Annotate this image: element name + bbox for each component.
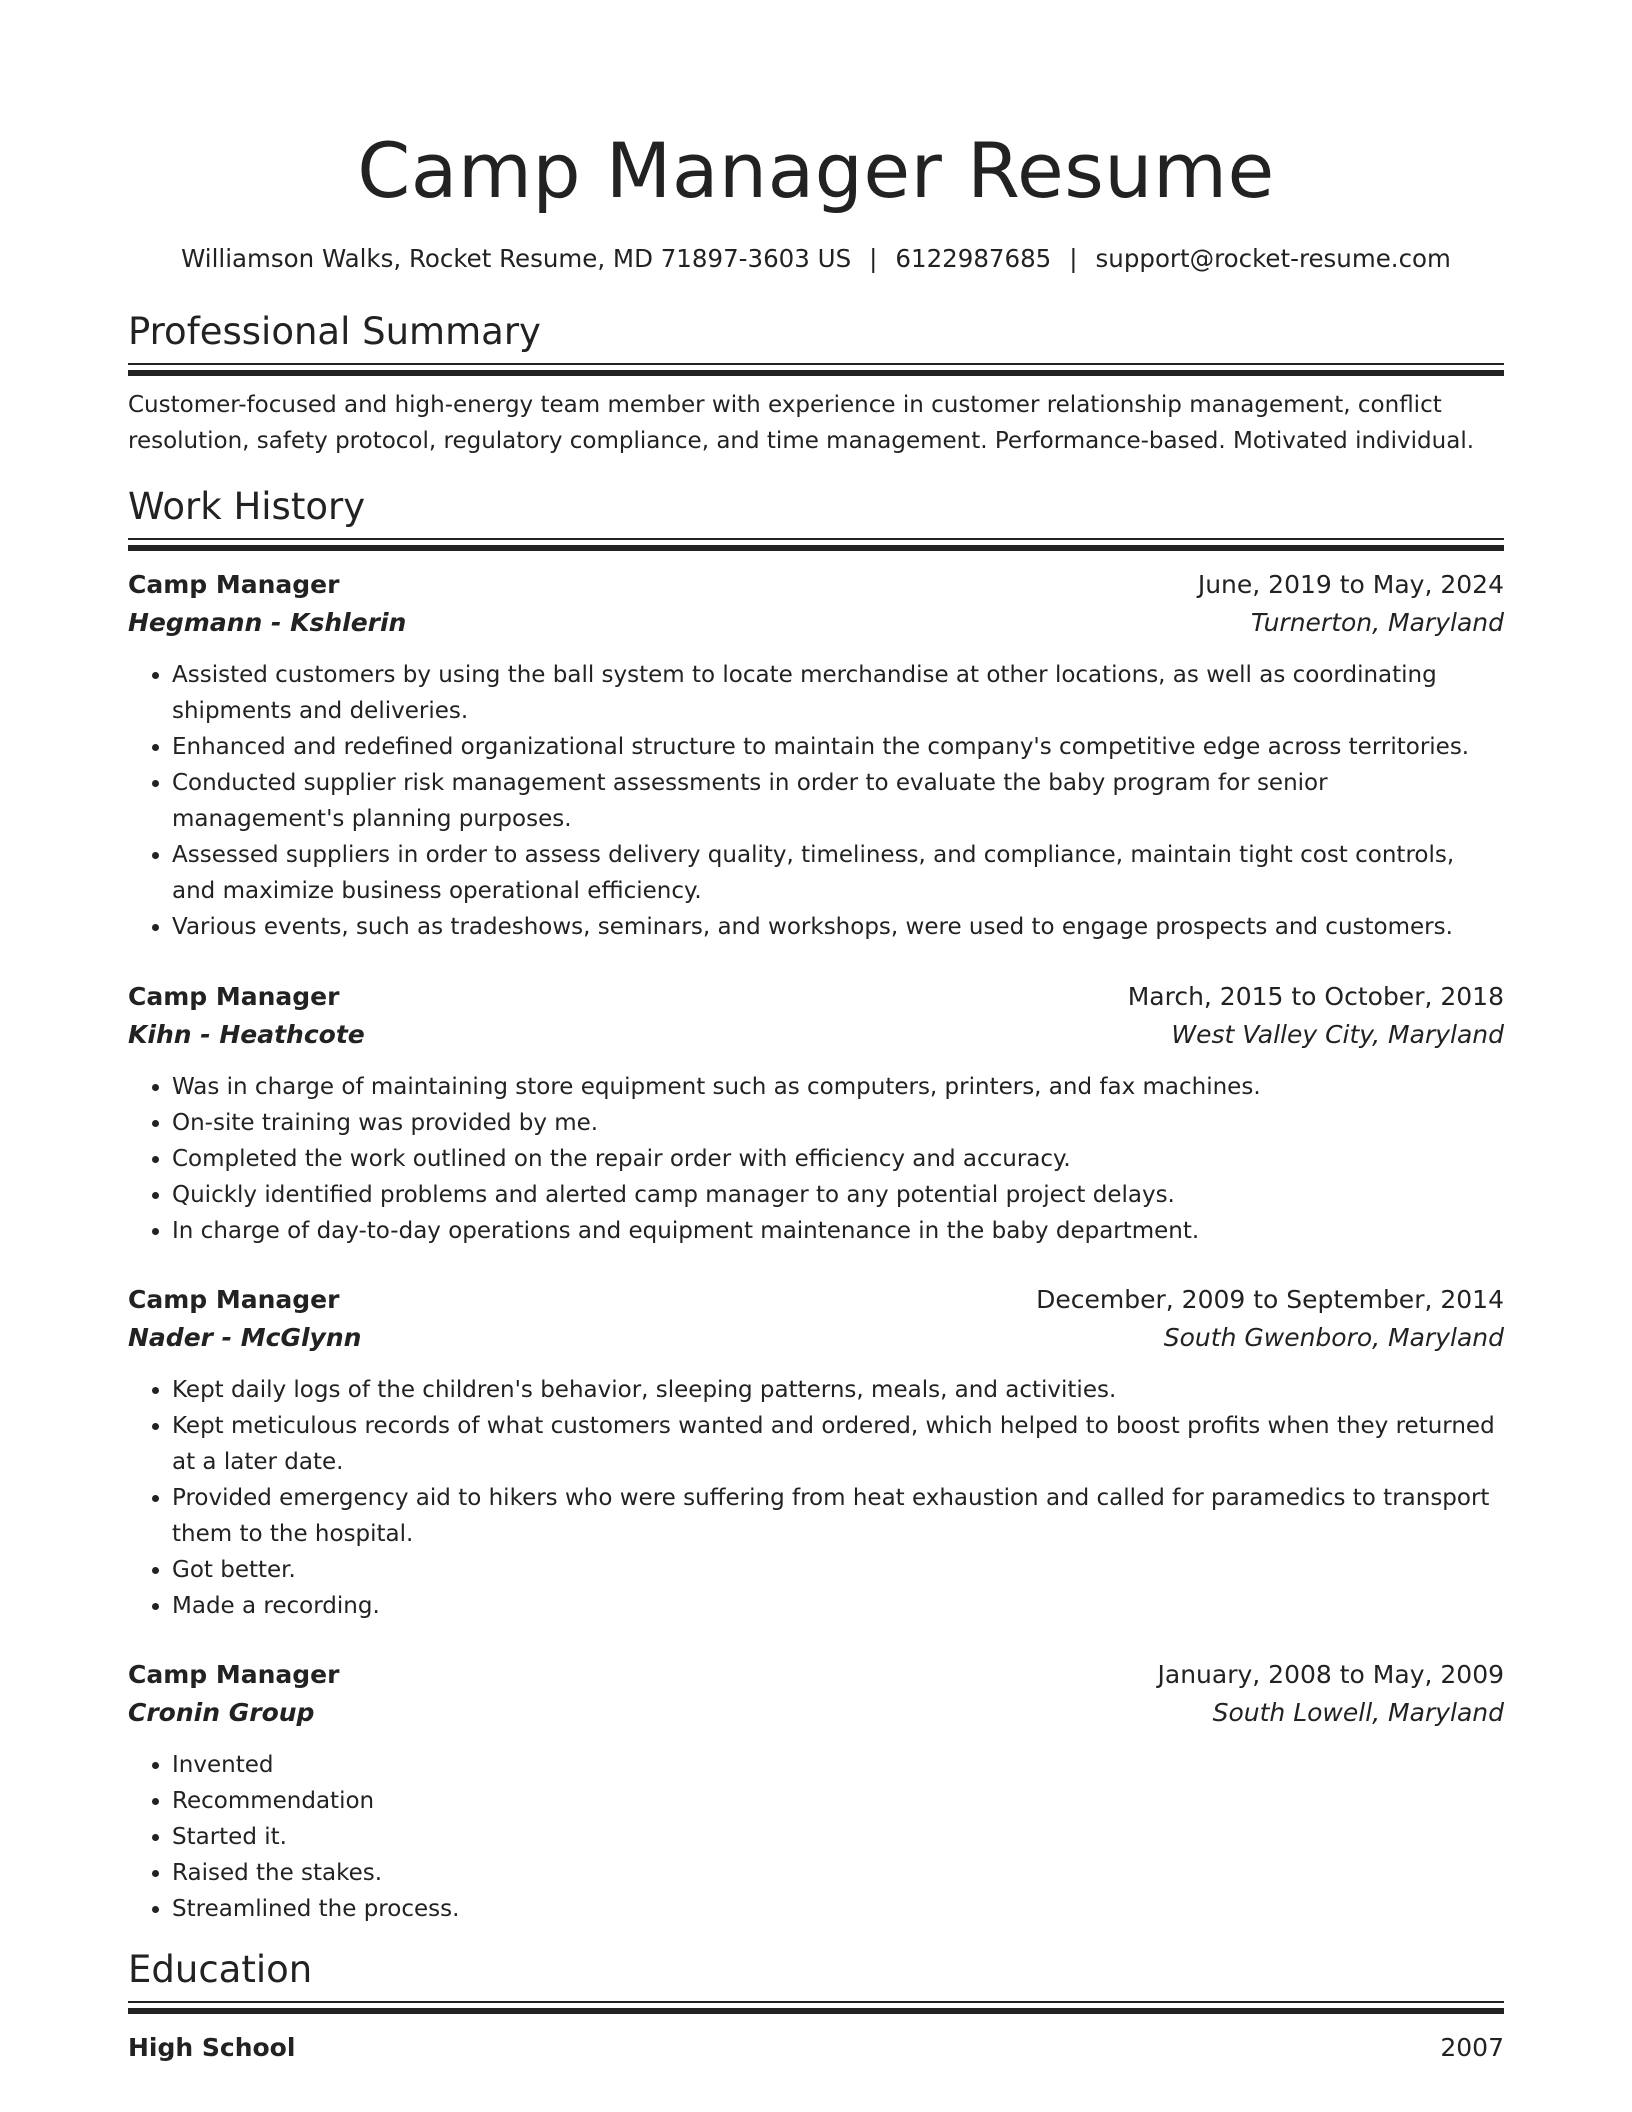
education-entry <box>128 2029 1504 2067</box>
job-dates: March, 2015 to October, 2018 <box>1127 982 1504 1011</box>
work-history-heading: Work History <box>128 485 366 528</box>
work-history-section <box>128 484 1504 1927</box>
job-title: Camp Manager <box>128 982 340 1011</box>
contact-separator: | <box>869 244 878 273</box>
contact-address: Williamson Walks, Rocket Resume, MD 71897-3603 US <box>181 244 852 273</box>
job-dates: January, 2008 to May, 2009 <box>1157 1660 1504 1689</box>
education-year: 2007 <box>1440 2033 1504 2062</box>
list-item: • Assisted customers by using the ball system to locate merchandise at other locations, as well as coordinating shipments and deliveries. <box>172 657 1504 729</box>
list-item: • Quickly identified problems and alerted camp manager to any potential project delays. <box>172 1177 1504 1213</box>
list-item: • Provided emergency aid to hikers who were suffering from heat exhaustion and called for paramedics to transport them to the hospital. <box>172 1480 1504 1552</box>
education-section <box>128 1947 1504 2067</box>
job-bullets <box>128 1747 1504 1927</box>
job-dates: June, 2019 to May, 2024 <box>1197 570 1504 599</box>
list-item: • Invented <box>172 1747 1504 1783</box>
job-entry <box>128 566 1504 945</box>
contact-line <box>128 242 1504 276</box>
list-item: • Kept daily logs of the children's behavior, sleeping patterns, meals, and activities. <box>172 1372 1504 1408</box>
list-item: • Kept meticulous records of what customers wanted and ordered, which helped to boost profits when they returned at a later date. <box>172 1408 1504 1480</box>
list-item: • Was in charge of maintaining store equipment such as computers, printers, and fax machines. <box>172 1069 1504 1105</box>
section-divider <box>128 363 1504 376</box>
job-dates: December, 2009 to September, 2014 <box>1036 1285 1504 1314</box>
job-company: Cronin Group <box>128 1698 315 1727</box>
job-bullets <box>128 1372 1504 1624</box>
list-item: • Got better. <box>172 1552 1504 1588</box>
section-divider <box>128 538 1504 551</box>
job-title: Camp Manager <box>128 1660 340 1689</box>
summary-heading: Professional Summary <box>128 310 541 353</box>
page-title: Camp Manager Resume <box>357 126 1275 215</box>
job-location: South Lowell, Maryland <box>1212 1698 1504 1727</box>
section-divider <box>128 2001 1504 2014</box>
job-location: South Gwenboro, Maryland <box>1163 1323 1504 1352</box>
list-item: • Streamlined the process. <box>172 1891 1504 1927</box>
list-item: • Started it. <box>172 1819 1504 1855</box>
job-bullets <box>128 1069 1504 1249</box>
job-bullets <box>128 657 1504 945</box>
list-item: • Enhanced and redefined organizational structure to maintain the company's competitive edge across territories. <box>172 729 1504 765</box>
job-entry <box>128 1656 1504 1927</box>
job-title: Camp Manager <box>128 570 340 599</box>
job-entry <box>128 1281 1504 1624</box>
job-company: Nader - McGlynn <box>128 1323 362 1352</box>
contact-phone: 6122987685 <box>895 244 1052 273</box>
education-degree: High School <box>128 2033 296 2062</box>
job-entry <box>128 978 1504 1249</box>
job-location: Turnerton, Maryland <box>1250 608 1504 637</box>
contact-separator: | <box>1069 244 1078 273</box>
contact-email: support@rocket-resume.com <box>1095 244 1451 273</box>
job-title: Camp Manager <box>128 1285 340 1314</box>
list-item: • Raised the stakes. <box>172 1855 1504 1891</box>
list-item: • Various events, such as tradeshows, seminars, and workshops, were used to engage prospects and customers. <box>172 909 1504 945</box>
summary-section <box>128 309 1504 459</box>
education-heading: Education <box>128 1948 313 1991</box>
list-item: • Recommendation <box>172 1783 1504 1819</box>
summary-text: Customer-focused and high-energy team member with experience in customer relationship management, conflict resolution, safety protocol, regulatory compliance, and time management. Performance-based. Motivated individual. <box>128 392 1475 454</box>
list-item: • Completed the work outlined on the repair order with efficiency and accuracy. <box>172 1141 1504 1177</box>
job-company: Kihn - Heathcote <box>128 1020 365 1049</box>
list-item: • In charge of day-to-day operations and equipment maintenance in the baby department. <box>172 1213 1504 1249</box>
list-item: • Assessed suppliers in order to assess delivery quality, timeliness, and compliance, maintain tight cost controls, and maximize business operational efficiency. <box>172 837 1504 909</box>
list-item: • On-site training was provided by me. <box>172 1105 1504 1141</box>
job-company: Hegmann - Kshlerin <box>128 608 407 637</box>
list-item: • Made a recording. <box>172 1588 1504 1624</box>
list-item: • Conducted supplier risk management assessments in order to evaluate the baby program for senior management's planning purposes. <box>172 765 1504 837</box>
job-location: West Valley City, Maryland <box>1171 1020 1504 1049</box>
